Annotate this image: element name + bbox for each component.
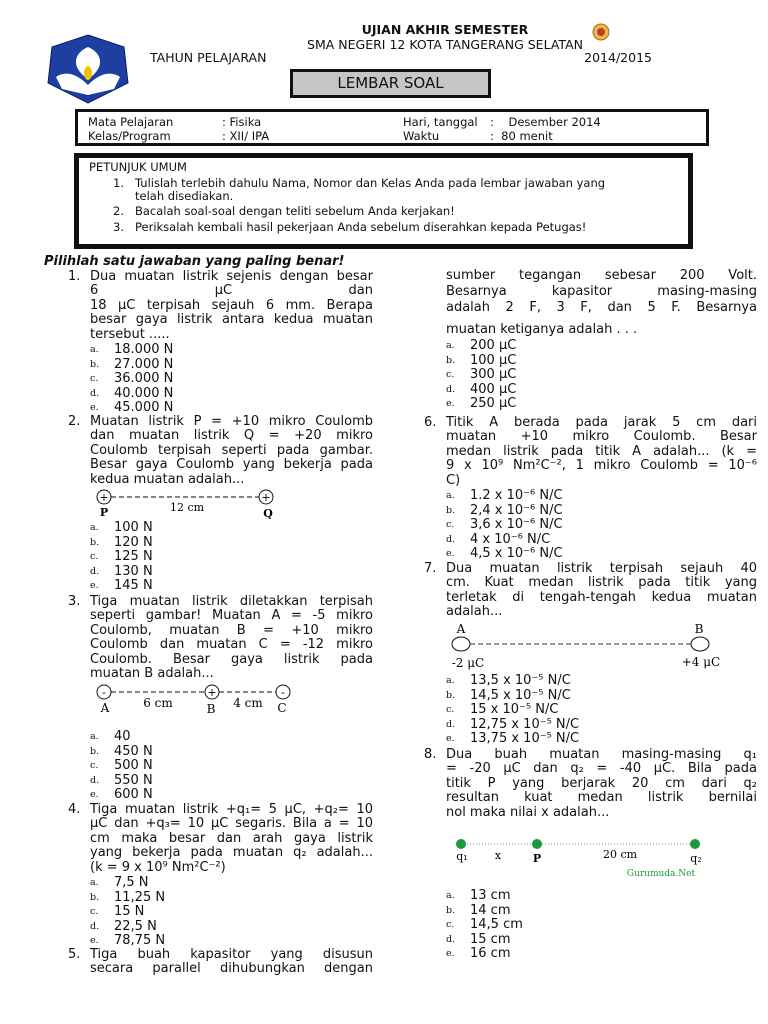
distance-label: 4 cm <box>233 696 263 710</box>
answer-option-a[interactable] <box>90 730 153 745</box>
option-text: 4 x 10⁻⁶ N/C <box>470 531 551 547</box>
option-text: 1.2 x 10⁻⁶ N/C <box>470 488 563 503</box>
option-text: 3,6 x 10⁻⁶ N/C <box>470 517 563 532</box>
charge-label-c: C <box>277 701 287 715</box>
option-label: b. <box>90 745 100 757</box>
question-text-line: besar gaya listrik antara kedua muatan <box>90 312 373 328</box>
answer-option-d[interactable] <box>446 933 523 948</box>
option-label: c. <box>90 551 99 562</box>
figure-q7 <box>446 621 746 673</box>
option-text: 200 μC <box>470 338 517 353</box>
question-text-line: Dua muatan listrik sejenis dengan besar <box>90 269 373 284</box>
option-text: 2,4 x 10⁻⁶ N/C <box>470 502 563 518</box>
question-text-line: terletak di tengah-tengah kedua muatan <box>446 589 757 605</box>
option-label: d. <box>90 774 100 786</box>
question-text-line: Coulomb terpisah seperti pada gambar. <box>90 442 373 458</box>
question-text <box>90 415 373 487</box>
option-text: 500 N <box>114 758 153 773</box>
question-number: 4. <box>68 802 81 817</box>
distance-label: 6 cm <box>143 696 173 710</box>
answer-options <box>90 730 153 803</box>
option-label: c. <box>446 704 455 715</box>
option-label: b. <box>90 891 100 903</box>
answer-option-e[interactable] <box>446 547 563 562</box>
question-text-line: Besar gaya Coulomb yang bekerja pada <box>90 457 373 473</box>
option-text: 100 N <box>114 520 153 535</box>
instruction-text: telah disediakan. <box>135 189 234 203</box>
answer-options <box>90 876 165 949</box>
question-text-line: muatan B adalah... <box>90 666 214 682</box>
directive: Pilihlah satu jawaban yang paling benar! <box>44 254 345 269</box>
option-text: 13,5 x 10⁻⁵ N/C <box>470 673 571 688</box>
question-text <box>90 270 373 342</box>
option-text: 12,75 x 10⁻⁵ N/C <box>470 716 580 732</box>
option-label: b. <box>446 904 456 916</box>
answer-option-d[interactable] <box>90 774 153 789</box>
question-text-line: sumber tegangan sebesar 200 Volt. <box>446 268 757 283</box>
question-text-line: Dua buah muatan masing-masing q₁ <box>446 747 757 762</box>
question-number: 8. <box>424 747 437 762</box>
figure-q3 <box>90 684 300 716</box>
answer-option-b[interactable] <box>90 358 173 373</box>
question-text <box>90 595 373 681</box>
charge-sign: + <box>261 491 271 504</box>
option-label: e. <box>90 935 99 946</box>
charge-label-b: B <box>694 622 704 636</box>
option-label: a. <box>446 340 455 351</box>
question-text-line: Titik A berada pada jarak 5 cm dari <box>446 415 757 430</box>
question-text-line: Coulomb dan muatan C = -12 mikro <box>90 637 373 653</box>
question-text-line: muatan ketiganya adalah . . . <box>446 322 638 337</box>
charge-label-p: P <box>99 506 109 519</box>
academic-year: 2014/2015 <box>584 50 652 65</box>
answer-option-c[interactable] <box>90 372 173 387</box>
answer-option-b[interactable] <box>90 891 165 906</box>
answer-option-a[interactable] <box>446 674 579 689</box>
answer-option-b[interactable] <box>446 689 579 704</box>
question-text <box>90 948 373 977</box>
figure-q8 <box>446 836 746 884</box>
question-text-line: Muatan listrik P = +10 mikro Coulomb <box>90 414 373 429</box>
option-text: 100 μC <box>470 352 517 368</box>
option-label: b. <box>90 536 100 548</box>
charge-sign: - <box>281 686 285 699</box>
question-text-line: cm. Kuat medan listrik pada titik yang <box>446 575 757 591</box>
answer-option-c[interactable] <box>90 759 153 774</box>
question-text-line: yang bekerja pada muatan q₂ adalah... <box>90 845 373 861</box>
year-label: TAHUN PELAJARAN <box>150 50 267 65</box>
answer-option-a[interactable] <box>446 489 563 504</box>
question-text-line: adalah 2 F, 3 F, dan 5 F. Besarnya <box>446 300 757 315</box>
question-text-line: nol maka nilai x adalah... <box>446 804 610 820</box>
charge-label-q2: q₂ <box>690 852 702 865</box>
option-label: c. <box>446 919 455 930</box>
distance-label-x: x <box>494 849 502 862</box>
question-number: 6. <box>424 415 437 430</box>
answer-option-c[interactable] <box>446 518 563 533</box>
question-number: 3. <box>68 594 81 609</box>
question-text-line: Tiga buah kapasitor yang disusun <box>90 947 373 962</box>
question-text-line: kedua muatan adalah... <box>90 471 245 487</box>
instruction-number: 1. <box>113 176 124 190</box>
option-text: 40.000 N <box>114 385 174 401</box>
option-label: c. <box>446 519 455 530</box>
instruction-number: 3. <box>113 220 124 234</box>
sheet-title: LEMBAR SOAL <box>290 69 491 98</box>
answer-option-e[interactable] <box>446 732 579 747</box>
option-label: b. <box>446 689 456 701</box>
answer-option-a[interactable] <box>446 339 516 354</box>
figure-q2 <box>90 488 290 520</box>
option-text: 7,5 N <box>114 875 149 890</box>
option-label: a. <box>446 490 455 501</box>
option-text: 14 cm <box>470 902 511 918</box>
answer-option-e[interactable] <box>446 397 516 412</box>
option-text: 13,75 x 10⁻⁵ N/C <box>470 731 580 746</box>
option-text: 14,5 x 10⁻⁵ N/C <box>470 687 571 703</box>
option-label: a. <box>90 522 99 533</box>
option-label: c. <box>90 373 99 384</box>
option-label: e. <box>446 948 455 959</box>
answer-option-c[interactable] <box>446 918 523 933</box>
option-text: 27.000 N <box>114 356 174 372</box>
option-label: e. <box>446 398 455 409</box>
charge-value-a: -2 μC <box>451 656 485 670</box>
option-text: 78,75 N <box>114 933 166 948</box>
question-text-line: C) <box>446 472 461 488</box>
question-number: 7. <box>424 561 437 576</box>
exam-info-box <box>75 109 709 146</box>
question-text-line: adalah... <box>446 604 503 620</box>
option-label: a. <box>90 731 99 742</box>
answer-option-d[interactable] <box>446 718 579 733</box>
subject-value: : Fisika <box>222 115 262 129</box>
answer-option-e[interactable] <box>90 579 153 594</box>
option-text: 550 N <box>114 772 153 788</box>
option-text: 15 cm <box>470 931 511 947</box>
instruction-text: Periksalah kembali hasil pekerjaan Anda sebelum diserahkan kepada Petugas! <box>135 220 587 234</box>
charge-label-q1: q₁ <box>456 850 468 863</box>
time-label: Waktu <box>403 129 440 143</box>
class-label: Kelas/Program <box>88 129 171 143</box>
question-text-line: Coulomb. Besar gaya listrik pada <box>90 651 373 667</box>
question-text-line: cm maka besar dan arah gaya listrik <box>90 830 373 846</box>
question-text-line: titik P yang berjarak 20 cm dari q₂ <box>446 775 757 791</box>
school-name: SMA NEGERI 12 KOTA TANGERANG SELATAN <box>307 37 583 52</box>
answer-option-c[interactable] <box>446 703 579 718</box>
option-text: 11,25 N <box>114 889 166 905</box>
question-text-line: 18 μC terpisah sejauh 6 mm. Berapa <box>90 297 373 313</box>
option-text: 16 cm <box>470 946 511 961</box>
option-text: 22,5 N <box>114 918 157 934</box>
question-text-line: dan muatan listrik Q = +20 mikro <box>90 428 373 444</box>
answer-option-b[interactable] <box>90 536 153 551</box>
instruction-number: 2. <box>113 204 124 218</box>
answer-options <box>446 339 516 412</box>
option-text: 450 N <box>114 743 153 759</box>
option-label: b. <box>90 358 100 370</box>
time-value: : 80 menit <box>490 129 553 143</box>
answer-options <box>446 889 523 962</box>
charge-label-a: A <box>100 701 110 715</box>
date-value: : Desember 2014 <box>490 115 601 129</box>
date-label: Hari, tanggal <box>403 115 478 129</box>
option-text: 45.000 N <box>114 400 174 415</box>
option-text: 250 μC <box>470 396 517 411</box>
class-value: : XII/ IPA <box>222 129 270 143</box>
exam-title: UJIAN AKHIR SEMESTER <box>361 22 529 37</box>
question-text <box>446 416 757 488</box>
instruction-text: Bacalah soal-soal dengan teliti sebelum Anda kerjakan! <box>135 204 455 218</box>
question-text-line: Tiga muatan listrik diletakkan terpisah <box>90 594 373 609</box>
option-text: 600 N <box>114 787 153 802</box>
option-text: 15 x 10⁻⁵ N/C <box>470 702 559 717</box>
question-text <box>90 803 373 875</box>
answer-options <box>90 521 153 594</box>
question-text-line: seperti gambar! Muatan A = -5 mikro <box>90 608 373 624</box>
question-text-line: μC dan +q₃= 10 μC segaris. Bila a = 10 <box>90 816 373 832</box>
general-instructions-box <box>74 153 693 249</box>
option-text: 14,5 cm <box>470 917 523 932</box>
option-text: 400 μC <box>470 381 517 397</box>
option-label: a. <box>90 877 99 888</box>
option-text: 300 μC <box>470 367 517 382</box>
question-number: 1. <box>68 269 81 284</box>
option-label: c. <box>446 369 455 380</box>
question-text-line: 6 μC dan <box>90 283 373 299</box>
option-label: e. <box>446 548 455 559</box>
point-label-p: P <box>532 852 542 865</box>
option-label: e. <box>90 402 99 413</box>
answer-option-a[interactable] <box>90 343 173 358</box>
answer-option-b[interactable] <box>90 745 153 760</box>
question-number: 2. <box>68 414 81 429</box>
option-label: c. <box>90 906 99 917</box>
option-label: b. <box>446 504 456 516</box>
charge-value-b: +4 μC <box>681 655 721 669</box>
option-label: d. <box>446 383 456 395</box>
question-text-line: Besarnya kapasitor masing-masing <box>446 284 757 299</box>
charge-sign: + <box>99 491 109 504</box>
question-text-line: medan listrik pada titik A adalah... (k = <box>446 443 757 459</box>
answer-option-d[interactable] <box>90 565 153 580</box>
answer-options <box>446 489 563 562</box>
answer-option-d[interactable] <box>90 387 173 402</box>
option-label: d. <box>90 387 100 399</box>
question-text <box>446 562 757 620</box>
charge-sign: - <box>102 686 106 699</box>
charge-sign: + <box>207 686 217 699</box>
question-text-line: Coulomb, muatan B = +10 mikro <box>90 622 373 638</box>
question-text-line: secara parallel dihubungkan dengan <box>90 961 373 977</box>
option-text: 40 <box>114 729 131 744</box>
option-text: 145 N <box>114 578 153 593</box>
option-label: d. <box>446 533 456 545</box>
instruction-text: Tulislah terlebih dahulu Nama, Nomor dan Kelas Anda pada lembar jawaban yang <box>135 176 606 190</box>
question-text-line: tersebut ..... <box>90 326 170 342</box>
question-text-line: muatan +10 mikro Coulomb. Besar <box>446 429 757 445</box>
answer-option-a[interactable] <box>446 889 523 904</box>
distance-label: 20 cm <box>602 848 638 861</box>
answer-option-c[interactable] <box>90 550 153 565</box>
option-text: 36.000 N <box>114 371 174 386</box>
answer-option-d[interactable] <box>446 533 563 548</box>
answer-option-b[interactable] <box>446 354 516 369</box>
option-text: 18.000 N <box>114 342 174 357</box>
watermark: Gurumuda.Net <box>626 869 696 879</box>
answer-options <box>90 343 173 416</box>
charge-label-b: B <box>206 702 216 716</box>
instructions-title: PETUNJUK UMUM <box>89 160 187 174</box>
answer-option-e[interactable] <box>90 788 153 803</box>
question-text-line: Dua muatan listrik terpisah sejauh 40 <box>446 561 757 576</box>
option-text: 120 N <box>114 534 153 550</box>
question-text-continued <box>446 268 757 338</box>
option-label: a. <box>446 890 455 901</box>
option-label: d. <box>90 920 100 932</box>
answer-options <box>446 674 579 747</box>
option-label: c. <box>90 760 99 771</box>
option-text: 125 N <box>114 549 153 564</box>
answer-option-d[interactable] <box>90 920 165 935</box>
distance-label: 12 cm <box>169 501 205 514</box>
question-text <box>446 748 757 820</box>
question-text-line: resultan kuat medan listrik bernilai <box>446 790 757 806</box>
question-text-line: = -20 μC dan q₂ = -40 μC. Bila pada <box>446 761 757 777</box>
option-label: a. <box>446 675 455 686</box>
question-number: 5. <box>68 947 81 962</box>
answer-option-e[interactable] <box>446 947 523 962</box>
option-label: e. <box>90 789 99 800</box>
answer-option-c[interactable] <box>90 905 165 920</box>
answer-option-d[interactable] <box>446 383 516 398</box>
option-label: e. <box>446 733 455 744</box>
option-text: 15 N <box>114 904 145 919</box>
option-label: d. <box>446 718 456 730</box>
subject-label: Mata Pelajaran <box>88 115 174 129</box>
option-label: a. <box>90 344 99 355</box>
answer-option-a[interactable] <box>90 521 153 536</box>
option-label: b. <box>446 354 456 366</box>
question-text-line: (k = 9 x 10⁹ Nm²C⁻²) <box>90 859 226 875</box>
question-text-line: Tiga muatan listrik +q₁= 5 μC, +q₂= 10 <box>90 802 373 817</box>
option-label: d. <box>90 565 100 577</box>
charge-label-a: A <box>456 622 466 636</box>
answer-option-a[interactable] <box>90 876 165 891</box>
option-label: e. <box>90 580 99 591</box>
option-text: 130 N <box>114 563 153 579</box>
question-text-line: 9 x 10⁹ Nm²C⁻², 1 mikro Coulomb = 10⁻⁶ <box>446 458 757 474</box>
option-text: 13 cm <box>470 888 511 903</box>
charge-label-q: Q <box>263 507 273 520</box>
option-text: 4,5 x 10⁻⁶ N/C <box>470 546 563 561</box>
answer-option-c[interactable] <box>446 368 516 383</box>
answer-option-b[interactable] <box>446 504 563 519</box>
option-label: d. <box>446 933 456 945</box>
answer-option-b[interactable] <box>446 904 523 919</box>
